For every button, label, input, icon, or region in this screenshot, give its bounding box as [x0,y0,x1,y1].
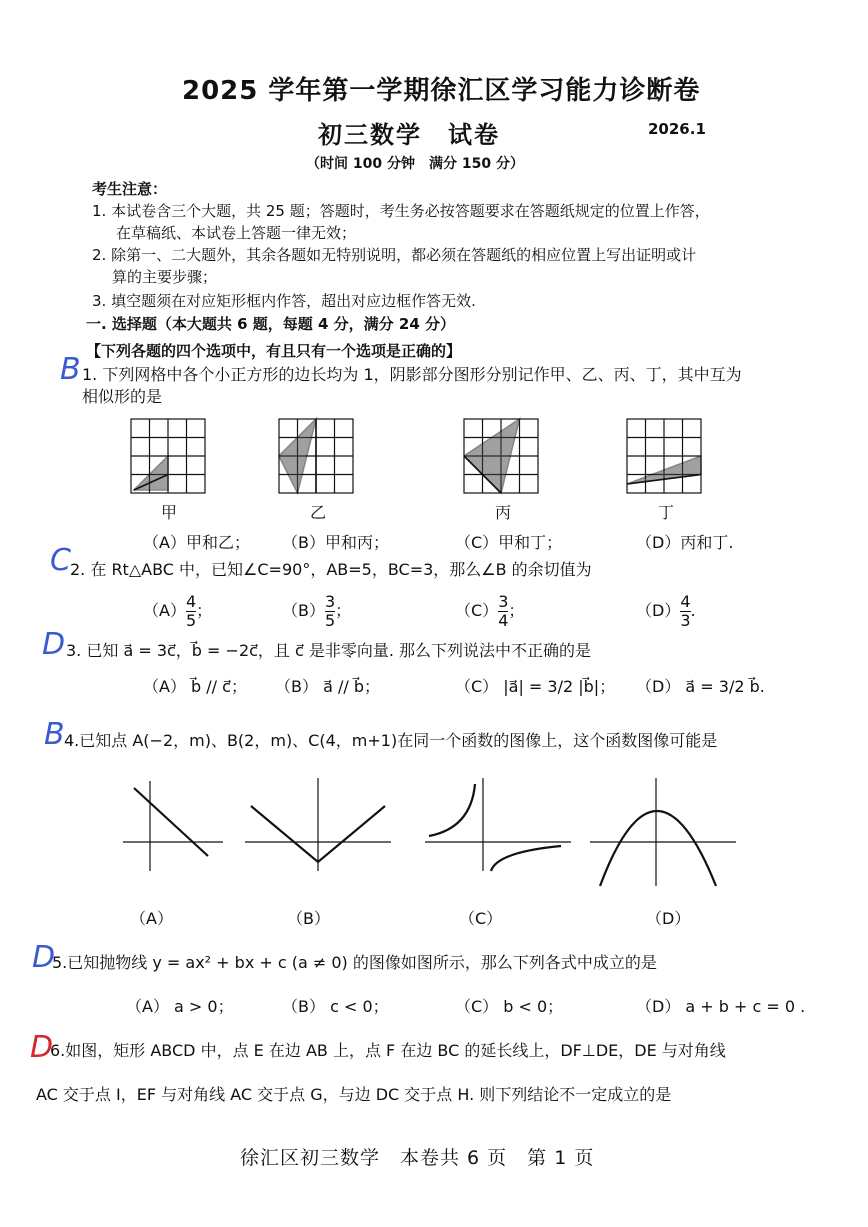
notice-item-1-cont: 在草稿纸、本试卷上答题一律无效； [116,224,357,242]
fraction [186,593,196,630]
option-tail: ； [196,601,213,620]
denominator: 5 [185,611,197,630]
q3-option-b[interactable]: （B） a⃗ // b⃗； [275,677,380,696]
numerator: 3 [324,592,336,611]
q3-option-a[interactable]: （A） b⃗ // c⃗； [143,677,247,696]
grid-figure-yi [278,418,354,494]
figure-label-ding: 丁 [658,503,675,522]
graph-a [118,776,228,876]
grid-figure-ding [626,418,702,494]
q1-option-c[interactable]: （C）甲和丁； [455,533,563,552]
numerator: 4 [185,592,197,611]
option-label: （C） [455,601,499,620]
numerator: 3 [498,592,509,611]
q3-option-c[interactable]: （C） |a⃗| = 3/2 |b⃗|； [455,677,616,696]
q2-option-b[interactable] [282,593,351,630]
grid-figure-bing [463,418,539,494]
graph-b [243,776,393,876]
q1-option-a[interactable]: （A）甲和乙； [143,533,250,552]
q2-stem: 2. 在 Rt△ABC 中，已知∠C=90°，AB=5，BC=3，那么∠B 的余切值为 [70,560,592,579]
q1-option-d[interactable]: （D）丙和丁. [636,533,734,552]
q4-stem: 4.已知点 A(−2，m)、B(2，m)、C(4，m+1)在同一个函数的图像上，这个函数图像可能是 [64,731,718,750]
exam-subtitle: 初三数学 试卷 [318,121,500,149]
q2-option-a[interactable] [143,593,212,630]
figure-label-bing: 丙 [495,503,512,522]
option-label: （B） [282,601,325,620]
graph-label-a[interactable]: （A） [130,909,173,928]
q2-option-d[interactable] [636,593,696,630]
option-label: （D） [636,601,681,620]
answer-mark-q4: B [44,717,65,752]
grid-figure-jia [130,418,206,494]
answer-mark-q3: D [42,627,66,662]
notice-item-1: 1. 本试卷含三个大题，共 25 题；答题时，考生务必按答题要求在答题纸规定的位置上作答， [92,202,710,220]
figure-label-yi: 乙 [310,503,327,522]
denominator: 5 [324,611,336,630]
answer-mark-q2: C [50,543,71,578]
graph-label-c[interactable]: （C） [459,909,503,928]
answer-mark-q5: D [32,940,56,975]
exam-date: 2026.1 [648,120,706,138]
section-instruction: 【下列各题的四个选项中，有且只有一个选项是正确的】 [86,342,462,360]
q5-option-d[interactable]: （D） a + b + c = 0 . [636,997,806,1016]
page-footer: 徐汇区初三数学 本卷共 6 页 第 1 页 [240,1147,595,1169]
notice-item-3: 3. 填空题须在对应矩形框内作答，超出对应边框作答无效. [92,292,476,310]
graph-c [423,776,573,876]
q5-stem: 5.已知抛物线 y = ax² + bx + c (a ≠ 0) 的图像如图所示，那么下列各式中成立的是 [52,953,657,972]
fraction [498,593,508,630]
q6-stem-line1: 6.如图，矩形 ABCD 中，点 E 在边 AB 上，点 F 在边 BC 的延长线上，DF⊥DE，DE 与对角线 [50,1041,726,1060]
figure-label-jia: 甲 [161,503,178,522]
notice-heading: 考生注意： [92,180,168,198]
q5-option-b[interactable]: （B） c < 0； [282,997,389,1016]
fraction [325,593,335,630]
q5-option-c[interactable]: （C） b < 0； [455,997,564,1016]
q3-stem: 3. 已知 a⃗ = 3c⃗，b⃗ = −2c⃗，且 c⃗ 是非零向量. 那么下列说法中不正确的是 [66,641,592,660]
fraction [680,593,690,630]
q3-option-d[interactable]: （D） a⃗ = 3/2 b⃗. [636,677,765,696]
denominator: 3 [680,611,691,630]
section-heading: 一. 选择题（本大题共 6 题，每题 4 分，满分 24 分） [86,315,456,333]
q6-stem-line2: AC 交于点 I，EF 与对角线 AC 交于点 G，与边 DC 交于点 H. 则下列结论不一定成立的是 [36,1085,672,1104]
graph-label-b[interactable]: （B） [287,909,330,928]
graph-label-d[interactable]: （D） [646,909,691,928]
notice-item-2: 2. 除第一、二大题外，其余各题如无特别说明，都必须在答题纸的相应位置上写出证明或计 [92,246,697,264]
graph-d [588,776,738,891]
numerator: 4 [680,592,691,611]
notice-item-2-cont: 算的主要步骤； [112,268,218,286]
option-tail: ； [508,601,525,620]
q2-option-c[interactable] [455,593,524,630]
q1-stem-line1: 1. 下列网格中各个小正方形的边长均为 1，阴影部分图形分别记作甲、乙、丙、丁，其中互为 [82,365,742,384]
exam-title: 2025 学年第一学期徐汇区学习能力诊断卷 [182,76,701,106]
q1-option-b[interactable]: （B）甲和丙； [282,533,389,552]
answer-mark-q6: D [30,1030,54,1065]
denominator: 4 [498,611,509,630]
option-tail: ； [335,601,352,620]
q1-stem-line2: 相似形的是 [82,387,163,406]
q5-option-a[interactable]: （A） a > 0； [126,997,234,1016]
option-label: （A） [143,601,186,620]
answer-mark-q1: B [60,352,81,387]
option-tail: . [690,601,696,620]
time-score-info: （时间 100 分钟 满分 150 分） [306,156,524,172]
